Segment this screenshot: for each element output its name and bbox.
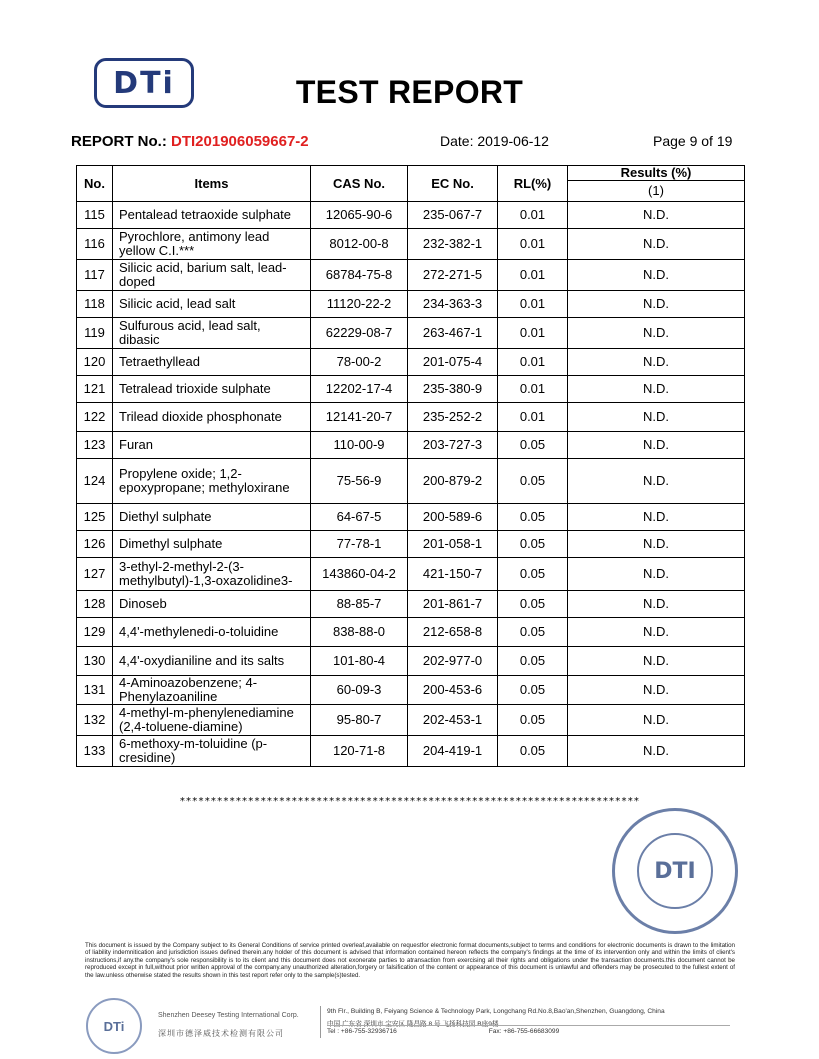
row-cas: 78-00-2 (311, 349, 408, 376)
row-no: 130 (77, 647, 113, 676)
row-rl: 0.05 (498, 432, 568, 459)
row-cas: 77-78-1 (311, 531, 408, 558)
row-no: 121 (77, 376, 113, 403)
row-cas: 62229-08-7 (311, 318, 408, 349)
row-no: 115 (77, 202, 113, 229)
report-number-label: REPORT No.: (71, 133, 167, 150)
row-result: N.D. (568, 647, 745, 676)
row-rl: 0.05 (498, 618, 568, 647)
row-rl: 0.05 (498, 531, 568, 558)
table-row (77, 291, 745, 318)
table-row (77, 558, 745, 591)
row-item: 6-methoxy-m-toluidine (p-cresidine) (113, 736, 311, 767)
row-no: 129 (77, 618, 113, 647)
table-row (77, 432, 745, 459)
row-cas: 12065-90-6 (311, 202, 408, 229)
table-row (77, 260, 745, 291)
table-row (77, 202, 745, 229)
seal-center-text: DTI (637, 833, 713, 909)
tel-text: Tel : +86-755-32936716 (327, 1028, 397, 1035)
row-result: N.D. (568, 291, 745, 318)
row-ec: 201-075-4 (408, 349, 498, 376)
table-row (77, 591, 745, 618)
row-result: N.D. (568, 504, 745, 531)
row-no: 131 (77, 676, 113, 705)
row-no: 133 (77, 736, 113, 767)
row-ec: 235-252-2 (408, 403, 498, 432)
footer-logo: DTi (86, 998, 142, 1054)
row-cas: 11120-22-2 (311, 291, 408, 318)
report-date: Date: 2019-06-12 (440, 133, 549, 149)
row-rl: 0.05 (498, 647, 568, 676)
row-ec: 202-453-1 (408, 705, 498, 736)
row-rl: 0.01 (498, 229, 568, 260)
page-number: Page 9 of 19 (653, 133, 733, 149)
header-results-sub: (1) (568, 181, 745, 202)
row-result: N.D. (568, 618, 745, 647)
row-cas: 88-85-7 (311, 591, 408, 618)
table-row (77, 531, 745, 558)
table-row (77, 349, 745, 376)
row-ec: 200-589-6 (408, 504, 498, 531)
row-rl: 0.05 (498, 676, 568, 705)
row-cas: 8012-00-8 (311, 229, 408, 260)
row-ec: 202-977-0 (408, 647, 498, 676)
company-name-cn: 深圳市德泽威技术检测有限公司 (158, 1029, 284, 1038)
row-result: N.D. (568, 531, 745, 558)
row-cas: 12141-20-7 (311, 403, 408, 432)
table-body (77, 202, 745, 767)
row-item: 4,4'-oxydianiline and its salts (113, 647, 311, 676)
row-result: N.D. (568, 349, 745, 376)
header-no: No. (77, 166, 113, 202)
row-result: N.D. (568, 705, 745, 736)
row-ec: 212-658-8 (408, 618, 498, 647)
end-of-table-separator: ************************************************************************** (179, 796, 640, 807)
table-row (77, 504, 745, 531)
row-rl: 0.01 (498, 403, 568, 432)
row-no: 120 (77, 349, 113, 376)
row-result: N.D. (568, 558, 745, 591)
row-ec: 263-467-1 (408, 318, 498, 349)
row-item: Propylene oxide; 1,2-epoxypropane; methyloxirane (113, 459, 311, 504)
row-no: 127 (77, 558, 113, 591)
row-item: 4-methyl-m-phenylenediamine (2,4-toluene-diamine) (113, 705, 311, 736)
row-rl: 0.01 (498, 349, 568, 376)
table-row (77, 403, 745, 432)
row-cas: 75-56-9 (311, 459, 408, 504)
disclaimer-text: This document is issued by the Company subject to its General Conditions of service printed overleaf,available on requestfor electronic format documents,subject to terms and conditions for electronic documents is drawn to the limitation of liability indemnitication and jurisdiction issues defined therein.any holder of this document is advised that information contained hereon reflects the company's findings at the time of its intervention only and within the limits of client's instructions,if any.the company's sole responsibility is to its client and this document does not exonerate parties to atransaction from exercising all their rights and obligations under the transaction documents.this document cannot be reproduced except in full,without prior written approval of the company.any unauthorized alteration,forgery or falsification of the content or appearance of this document is unlawful and offenders may be prosecuted to the fullest extent of the law.unless otherwise stated the results shown in this test report refer only to the sample(s)tested. (85, 942, 735, 979)
footer-rule (327, 1025, 730, 1026)
row-cas: 838-88-0 (311, 618, 408, 647)
table-row (77, 618, 745, 647)
row-rl: 0.01 (498, 291, 568, 318)
header-items: Items (113, 166, 311, 202)
row-ec: 200-879-2 (408, 459, 498, 504)
address-en: 9th Flr., Building B, Feiyang Science & Technology Park, Longchang Rd.No.8,Bao'an,Shenzhen, Guangdong, China (327, 1008, 665, 1015)
table-row (77, 229, 745, 260)
row-rl: 0.01 (498, 202, 568, 229)
row-item: Trilead dioxide phosphonate (113, 403, 311, 432)
row-no: 116 (77, 229, 113, 260)
row-cas: 60-09-3 (311, 676, 408, 705)
contact-line (327, 1028, 559, 1035)
row-rl: 0.01 (498, 376, 568, 403)
row-ec: 201-058-1 (408, 531, 498, 558)
row-result: N.D. (568, 591, 745, 618)
row-result: N.D. (568, 676, 745, 705)
row-no: 125 (77, 504, 113, 531)
table-row (77, 647, 745, 676)
row-no: 122 (77, 403, 113, 432)
row-item: Furan (113, 432, 311, 459)
company-name-en: Shenzhen Deesey Testing International Corp. (158, 1012, 299, 1019)
table-row (77, 318, 745, 349)
row-cas: 12202-17-4 (311, 376, 408, 403)
table-row (77, 459, 745, 504)
row-cas: 120-71-8 (311, 736, 408, 767)
address-cn (327, 1018, 498, 1028)
row-item: Dimethyl sulphate (113, 531, 311, 558)
row-item: 3-ethyl-2-methyl-2-(3-methylbutyl)-1,3-oxazolidine3- (113, 558, 311, 591)
row-ec: 201-861-7 (408, 591, 498, 618)
row-item: 4-Aminoazobenzene; 4-Phenylazoaniline (113, 676, 311, 705)
row-ec: 203-727-3 (408, 432, 498, 459)
row-ec: 272-271-5 (408, 260, 498, 291)
page-title: TEST REPORT (295, 74, 524, 110)
row-no: 119 (77, 318, 113, 349)
fax-text: Fax: +86-755-66683099 (488, 1028, 560, 1035)
row-result: N.D. (568, 459, 745, 504)
row-item: Tetraethyllead (113, 349, 311, 376)
table-row (77, 705, 745, 736)
row-result: N.D. (568, 260, 745, 291)
row-result: N.D. (568, 318, 745, 349)
row-result: N.D. (568, 736, 745, 767)
row-ec: 234-363-3 (408, 291, 498, 318)
row-item: Dinoseb (113, 591, 311, 618)
row-rl: 0.05 (498, 736, 568, 767)
row-ec: 232-382-1 (408, 229, 498, 260)
footer-divider (320, 1006, 321, 1038)
row-result: N.D. (568, 229, 745, 260)
row-item: Diethyl sulphate (113, 504, 311, 531)
row-no: 124 (77, 459, 113, 504)
table-row (77, 376, 745, 403)
row-item: Sulfurous acid, lead salt, dibasic (113, 318, 311, 349)
row-rl: 0.05 (498, 459, 568, 504)
results-table (76, 165, 745, 767)
row-ec: 235-380-9 (408, 376, 498, 403)
row-ec: 204-419-1 (408, 736, 498, 767)
header-rl: RL(%) (498, 166, 568, 202)
row-cas: 143860-04-2 (311, 558, 408, 591)
row-no: 126 (77, 531, 113, 558)
header-ec: EC No. (408, 166, 498, 202)
row-rl: 0.05 (498, 591, 568, 618)
table-row (77, 736, 745, 767)
row-no: 132 (77, 705, 113, 736)
row-item: Pyrochlore, antimony lead yellow C.I.*** (113, 229, 311, 260)
report-number-value: DTI201906059667-2 (171, 133, 309, 150)
row-cas: 68784-75-8 (311, 260, 408, 291)
row-rl: 0.05 (498, 705, 568, 736)
row-result: N.D. (568, 403, 745, 432)
row-item: Tetralead trioxide sulphate (113, 376, 311, 403)
row-result: N.D. (568, 202, 745, 229)
dti-logo: DTi (94, 58, 194, 108)
row-cas: 64-67-5 (311, 504, 408, 531)
row-ec: 421-150-7 (408, 558, 498, 591)
row-ec: 235-067-7 (408, 202, 498, 229)
company-seal (612, 808, 738, 934)
row-cas: 95-80-7 (311, 705, 408, 736)
row-item: Pentalead tetraoxide sulphate (113, 202, 311, 229)
row-item: 4,4'-methylenedi-o-toluidine (113, 618, 311, 647)
row-rl: 0.05 (498, 558, 568, 591)
row-result: N.D. (568, 432, 745, 459)
header-cas: CAS No. (311, 166, 408, 202)
row-cas: 110-00-9 (311, 432, 408, 459)
row-no: 118 (77, 291, 113, 318)
row-rl: 0.05 (498, 504, 568, 531)
row-item: Silicic acid, lead salt (113, 291, 311, 318)
row-item: Silicic acid, barium salt, lead-doped (113, 260, 311, 291)
row-result: N.D. (568, 376, 745, 403)
report-number (71, 133, 309, 150)
header-results: Results (%) (568, 166, 745, 181)
row-cas: 101-80-4 (311, 647, 408, 676)
table-row (77, 676, 745, 705)
row-rl: 0.01 (498, 318, 568, 349)
row-ec: 200-453-6 (408, 676, 498, 705)
row-rl: 0.01 (498, 260, 568, 291)
row-no: 128 (77, 591, 113, 618)
row-no: 123 (77, 432, 113, 459)
row-no: 117 (77, 260, 113, 291)
